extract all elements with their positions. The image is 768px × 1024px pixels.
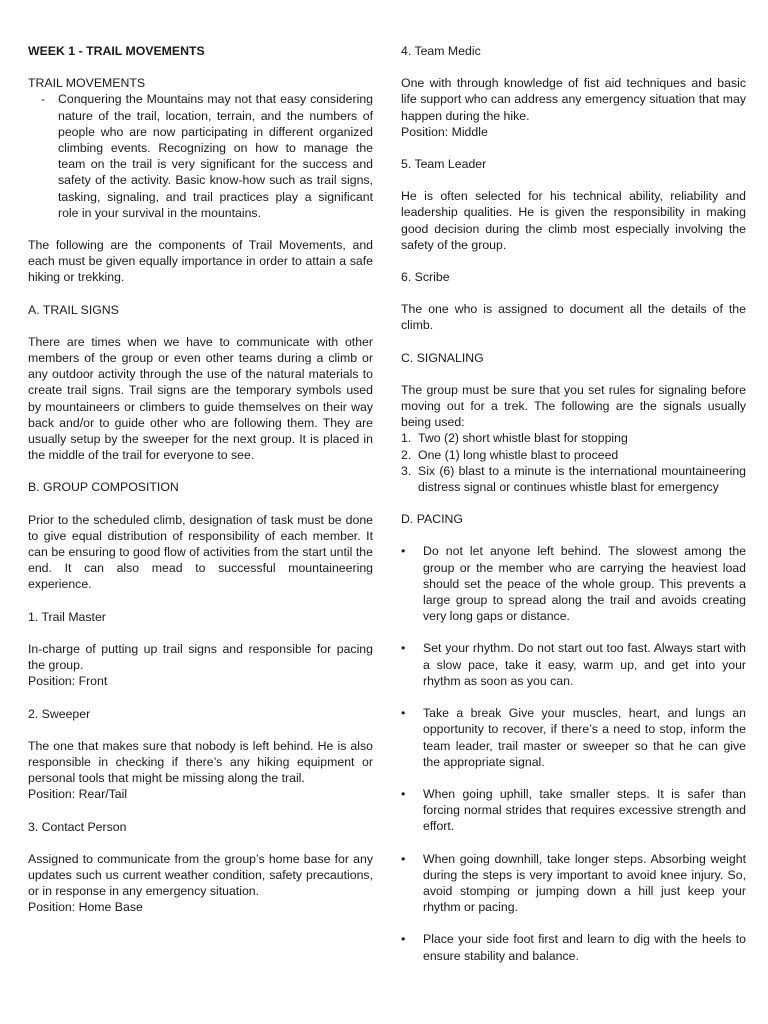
pacing-item — [401, 543, 746, 624]
pacing-text: When going downhill, take longer steps. Absorbing weight during the steps is very important to avoid knee injury. So, avoid stomping or jumping down a hill just keep your rhythm or pacing. — [423, 851, 746, 915]
team-medic-heading: 4. Team Medic — [401, 44, 481, 58]
bullet-marker: • — [401, 544, 406, 559]
trail-movements-heading: TRAIL MOVEMENTS — [28, 76, 146, 91]
signaling-paragraph: The group must be sure that you set rules for signaling before moving out for a trek. The following are the signals usually being used: — [401, 382, 746, 430]
pacing-text: Set your rhythm. Do not start out too fast. Always start with a slow pace, take it easy, warm up, and get into your rhythm as soon as you can. — [423, 641, 746, 688]
pacing-heading: D. PACING — [401, 512, 463, 527]
document-title: WEEK 1 - TRAIL MOVEMENTS — [28, 44, 205, 58]
signal-item — [401, 463, 746, 495]
scribe-text: The one who is assigned to document all the details of the climb. — [401, 302, 746, 333]
team-medic-text: One with through knowledge of fist aid techniques and basic life support who can address any emergency situation that may happen during the hike. — [401, 76, 746, 123]
components-paragraph: The following are the components of Trail Movements, and each must be given equally importance in order to attain a safe hiking or trekking. — [28, 238, 373, 285]
team-medic-position: Position: Middle — [401, 124, 488, 139]
trail-master-heading: 1. Trail Master — [28, 609, 106, 624]
bullet-marker: • — [401, 851, 406, 866]
signal-number: 3. — [401, 463, 412, 478]
sweeper-position: Position: Rear/Tail — [28, 787, 128, 802]
sweeper-text: The one that makes sure that nobody is left behind. He is also responsible in checking if there’s any hiking equipment or personal tools that might be missing along the trail. — [28, 738, 373, 786]
team-leader-text: He is often selected for his technical ability, reliability and leadership qualities. He is given the responsibility in making good decision during the climb most especially involving the safety of the group. — [401, 189, 746, 252]
pacing-text: Place your side foot first and learn to dig with the heels to ensure stability and balance. — [423, 932, 746, 963]
intro-item — [28, 91, 373, 221]
signaling-heading: C. SIGNALING — [401, 350, 484, 365]
group-composition-paragraph: Prior to the scheduled climb, designation of task must be done to give equal distribution of responsibility of each member. It can be ensuring to good flow of activities from the start until the end. It can also mead to successful mountaineering experience. — [28, 512, 373, 592]
pacing-item — [401, 640, 746, 689]
pacing-item — [401, 786, 746, 835]
bullet-marker: • — [401, 706, 406, 721]
contact-person-heading: 3. Contact Person — [28, 819, 127, 834]
pacing-item — [401, 851, 746, 916]
signal-text: Six (6) blast to a minute is the international mountaineering distress signal or continues whistle blast for emergency — [418, 463, 746, 495]
right-column — [401, 43, 746, 964]
left-column — [28, 43, 373, 916]
signal-item — [401, 447, 746, 463]
team-leader-heading: 5. Team Leader — [401, 157, 487, 172]
contact-person-position: Position: Home Base — [28, 900, 143, 915]
signal-item — [401, 430, 746, 446]
pacing-text: Take a break Give your muscles, heart, and lungs an opportunity to recover, if there’s a need to stop, inform the team leader, trail master or sweeper so that he can give the appropriate signal. — [423, 706, 746, 769]
sweeper-heading: 2. Sweeper — [28, 706, 91, 721]
trail-signs-paragraph: There are times when we have to communicate with other members of the group or even other teams during a climb or any outdoor activity through the use of the natural materials to create trail signs. Trail signs are the temporary symbols used by mountaineers or climbers to guide themselves on their way back and/or to guide other who are following them. They are usually setup by the sweeper for the next group. It is placed in the middle of the trail for everyone to see. — [28, 334, 373, 463]
intro-text: Conquering the Mountains may not that easy considering nature of the trail, location, terrain, and the numbers of people who are now participating in different organized climbing events. Recognizing on how to manage the team on the trail is very significant for the success and safety of the activity. Basic know-how such as trail signs, tasking, signaling, and trail practices play a significant role in your survival in the mountains. — [58, 92, 373, 220]
scribe-heading: 6. Scribe — [401, 270, 450, 285]
trail-signs-heading: A. TRAIL SIGNS — [28, 302, 119, 317]
pacing-text: Do not let anyone left behind. The slowest among the group or the member who are carrying the heaviest load should set the peace of the whole group. This prevents a large group to spread along the trail and avoids creating very long gaps or distance. — [423, 544, 746, 624]
signal-text: One (1) long whistle blast to proceed — [418, 447, 619, 462]
bullet-marker: • — [401, 786, 406, 801]
pacing-item — [401, 705, 746, 770]
signal-text: Two (2) short whistle blast for stopping — [418, 431, 628, 446]
pacing-item — [401, 931, 746, 963]
trail-master-text: In-charge of putting up trail signs and responsible for pacing the group. — [28, 641, 373, 673]
signal-number: 1. — [401, 431, 412, 446]
group-composition-heading: B. GROUP COMPOSITION — [28, 480, 179, 495]
bullet-marker: • — [401, 641, 406, 656]
trail-master-position: Position: Front — [28, 674, 108, 689]
pacing-text: When going uphill, take smaller steps. It is safer than forcing normal strides that requires excessive strength and effort. — [423, 786, 746, 834]
dash-marker: - — [40, 92, 46, 107]
contact-person-text: Assigned to communicate from the group’s home base for any updates such us current weather condition, safety precautions, or in response in any emergency situation. — [28, 851, 373, 899]
bullet-marker: • — [401, 932, 406, 947]
signal-number: 2. — [401, 447, 412, 462]
